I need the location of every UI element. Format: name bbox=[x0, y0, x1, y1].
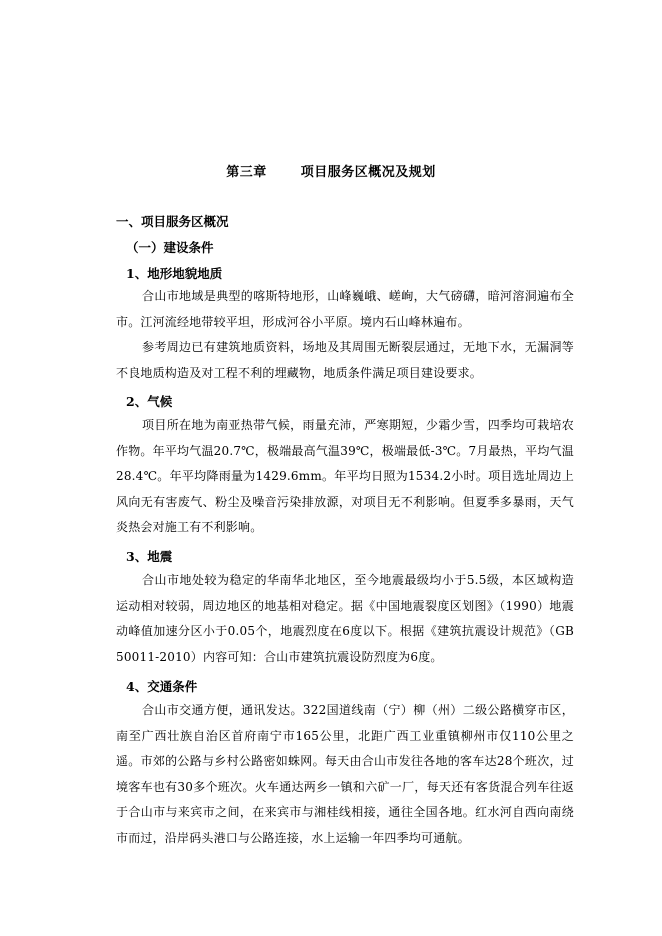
item-heading-earthquake: 3、地震 bbox=[126, 549, 173, 564]
paragraph-terrain-2: 参考周边已有建筑地质资料，场地及其周围无断裂层通过，无地下水，无漏洞等不良地质构造及对工程不利的埋藏物，地质条件满足项目建设要求。 bbox=[116, 340, 574, 380]
chapter-title bbox=[0, 161, 662, 180]
paragraph-traffic: 合山市交通方便，通讯发达。322国道线南（宁）柳（州）二级公路横穿市区，南至广西壮族自治区首府南宁市165公里，北距广西工业重镇柳州市仅110公里之遥。市郊的公路与乡村公路密如蛛网。每天由合山市发往各地的客车达28个班次，过境客车也有30多个班次。火车通达两乡一镇和六矿一厂，每天还有客货混合列车往返于合山市与来宾市之间，在来宾市与湘桂线相接，通往全国各地。红水河自西向南绕市而过，沿岸码头港口与公路连接，水上运输一年四季均可通航。 bbox=[116, 703, 574, 845]
subsection-heading: （一）建设条件 bbox=[126, 240, 214, 255]
item-heading-traffic: 4、交通条件 bbox=[126, 679, 198, 694]
chapter-title-text: 项目服务区概况及规划 bbox=[300, 165, 436, 180]
paragraph-terrain-1: 合山市地域是典型的喀斯特地形，山峰巍峨、嵯峋，大气磅礴，暗河溶洞遍布全市。江河流经地带较平坦，形成河谷小平原。境内石山峰林遍布。 bbox=[116, 289, 574, 329]
chapter-number: 第三章 bbox=[226, 165, 267, 180]
paragraph-climate: 项目所在地为南亚热带气候，雨量充沛，严寒期短，少霜少雪，四季均可栽培农作物。年平均气温20.7℃，极端最高气温39℃，极端最低-3℃。7月最热，平均气温28.4℃。年平均降雨量为1429.6mm。年平均日照为1534.2小时。项目选址周边上风向无有害废气、粉尘及噪音污染排放源，对项目无不利影响。但夏季多暴雨，天气炎热会对施工有不利影响。 bbox=[116, 418, 574, 534]
item-heading-terrain: 1、地形地貌地质 bbox=[126, 266, 223, 281]
paragraph-earthquake: 合山市地处较为稳定的华南华北地区，至今地震最级均小于5.5级，本区域构造运动相对较弱，周边地区的地基相对稳定。据《中国地震裂度区划图》（1990）地震动峰值加速分区小于0.05个，地震烈度在6度以下。根据《建筑抗震设计规范》（GB 50011-2010）内容可知：合山市建筑抗震设防烈度为6度。 bbox=[116, 573, 574, 664]
item-heading-climate: 2、气候 bbox=[126, 394, 173, 409]
section-heading: 一、项目服务区概况 bbox=[116, 214, 229, 229]
